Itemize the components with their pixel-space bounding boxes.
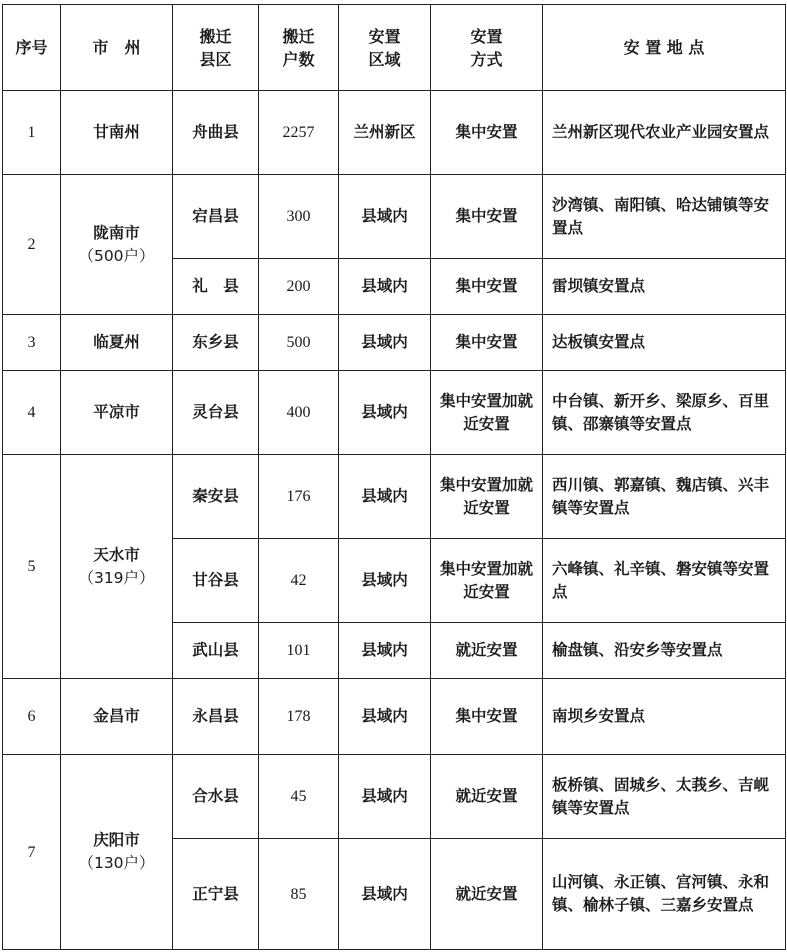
- cell-households: 2257: [259, 91, 339, 175]
- cell-method: 集中安置: [431, 679, 543, 755]
- table-row: [3, 371, 786, 455]
- cell-county: 合水县: [173, 755, 259, 839]
- cell-seq: 7: [3, 755, 61, 950]
- cell-seq: 2: [3, 175, 61, 315]
- header-households: [259, 5, 339, 91]
- header-county-line2: 县区: [199, 49, 232, 69]
- cell-seq: 5: [3, 455, 61, 679]
- cell-county: 正宁县: [173, 839, 259, 950]
- cell-households: 178: [259, 679, 339, 755]
- cell-area: 县域内: [339, 371, 431, 455]
- cell-method: 集中安置加就近安置: [431, 455, 543, 539]
- cell-area: 县域内: [339, 315, 431, 371]
- cell-site: 山河镇、永正镇、宫河镇、永和镇、榆林子镇、三嘉乡安置点: [543, 839, 786, 950]
- cell-county: 宕昌县: [173, 175, 259, 259]
- cell-households: 400: [259, 371, 339, 455]
- city-household-total: （500户）: [78, 246, 155, 265]
- city-name: 陇南市: [93, 223, 140, 242]
- cell-city: [61, 175, 173, 315]
- cell-city: [61, 755, 173, 950]
- cell-county: 秦安县: [173, 455, 259, 539]
- cell-area: 县域内: [339, 679, 431, 755]
- cell-county: 东乡县: [173, 315, 259, 371]
- cell-county: 甘谷县: [173, 539, 259, 623]
- cell-area: 县域内: [339, 623, 431, 679]
- table-row: [3, 755, 786, 839]
- cell-city: [61, 455, 173, 679]
- cell-site: 沙湾镇、南阳镇、哈达铺镇等安置点: [543, 175, 786, 259]
- header-county-line1: 搬迁: [199, 26, 232, 46]
- cell-area: 县域内: [339, 259, 431, 315]
- header-households-line1: 搬迁: [282, 26, 315, 46]
- cell-area: 县域内: [339, 455, 431, 539]
- cell-seq: 3: [3, 315, 61, 371]
- cell-area: 县域内: [339, 755, 431, 839]
- cell-method: 就近安置: [431, 623, 543, 679]
- city-name: 金昌市: [93, 707, 140, 725]
- relocation-table: [2, 4, 786, 950]
- header-seq: 序号: [3, 5, 61, 91]
- cell-site: 六峰镇、礼辛镇、磐安镇等安置点: [543, 539, 786, 623]
- header-method-line2: 方式: [470, 49, 503, 69]
- cell-method: 集中安置: [431, 259, 543, 315]
- cell-households: 176: [259, 455, 339, 539]
- cell-households: 42: [259, 539, 339, 623]
- table-body: [3, 91, 786, 950]
- cell-site: 中台镇、新开乡、梁原乡、百里镇、邵寨镇等安置点: [543, 371, 786, 455]
- cell-site: 雷坝镇安置点: [543, 259, 786, 315]
- city-household-total: （319户）: [78, 568, 155, 587]
- header-method: [431, 5, 543, 91]
- cell-households: 500: [259, 315, 339, 371]
- header-area-line1: 安置: [368, 26, 401, 46]
- cell-county: 永昌县: [173, 679, 259, 755]
- cell-households: 300: [259, 175, 339, 259]
- table-row: [3, 455, 786, 539]
- cell-area: 县域内: [339, 175, 431, 259]
- cell-households: 200: [259, 259, 339, 315]
- cell-site: 达板镇安置点: [543, 315, 786, 371]
- cell-city: [61, 91, 173, 175]
- cell-area: 兰州新区: [339, 91, 431, 175]
- cell-site: 南坝乡安置点: [543, 679, 786, 755]
- cell-method: 就近安置: [431, 839, 543, 950]
- cell-method: 集中安置: [431, 91, 543, 175]
- cell-site: 榆盘镇、沿安乡等安置点: [543, 623, 786, 679]
- cell-households: 101: [259, 623, 339, 679]
- cell-city: [61, 679, 173, 755]
- cell-site: 西川镇、郭嘉镇、魏店镇、兴丰镇等安置点: [543, 455, 786, 539]
- cell-area: 县域内: [339, 839, 431, 950]
- cell-area: 县域内: [339, 539, 431, 623]
- cell-seq: 6: [3, 679, 61, 755]
- header-area-line2: 区域: [368, 49, 401, 69]
- cell-households: 85: [259, 839, 339, 950]
- cell-method: 集中安置: [431, 315, 543, 371]
- cell-city: [61, 315, 173, 371]
- table-row: [3, 91, 786, 175]
- cell-seq: 1: [3, 91, 61, 175]
- table-row: [3, 315, 786, 371]
- header-area: [339, 5, 431, 91]
- cell-county: 灵台县: [173, 371, 259, 455]
- city-household-total: （130户）: [78, 854, 155, 872]
- city-name: 庆阳市: [93, 831, 140, 849]
- cell-method: 集中安置加就近安置: [431, 371, 543, 455]
- city-name: 天水市: [93, 545, 140, 564]
- header-city: 市 州: [61, 5, 173, 91]
- header-households-line2: 户数: [282, 49, 315, 69]
- cell-method: 就近安置: [431, 755, 543, 839]
- city-name: 平凉市: [93, 403, 140, 421]
- header-row: [3, 5, 786, 91]
- header-site: 安 置 地 点: [543, 5, 786, 91]
- header-county: [173, 5, 259, 91]
- cell-site: 板桥镇、固城乡、太莪乡、吉岘镇等安置点: [543, 755, 786, 839]
- cell-method: 集中安置: [431, 175, 543, 259]
- table-row: [3, 175, 786, 259]
- cell-county: 武山县: [173, 623, 259, 679]
- cell-city: [61, 371, 173, 455]
- cell-seq: 4: [3, 371, 61, 455]
- cell-method: 集中安置加就近安置: [431, 539, 543, 623]
- city-name: 临夏州: [93, 333, 140, 351]
- cell-county: 舟曲县: [173, 91, 259, 175]
- table-row: [3, 679, 786, 755]
- city-name: 甘南州: [93, 123, 140, 141]
- cell-site: 兰州新区现代农业产业园安置点: [543, 91, 786, 175]
- header-method-line1: 安置: [470, 26, 503, 46]
- cell-county: 礼 县: [173, 259, 259, 315]
- cell-households: 45: [259, 755, 339, 839]
